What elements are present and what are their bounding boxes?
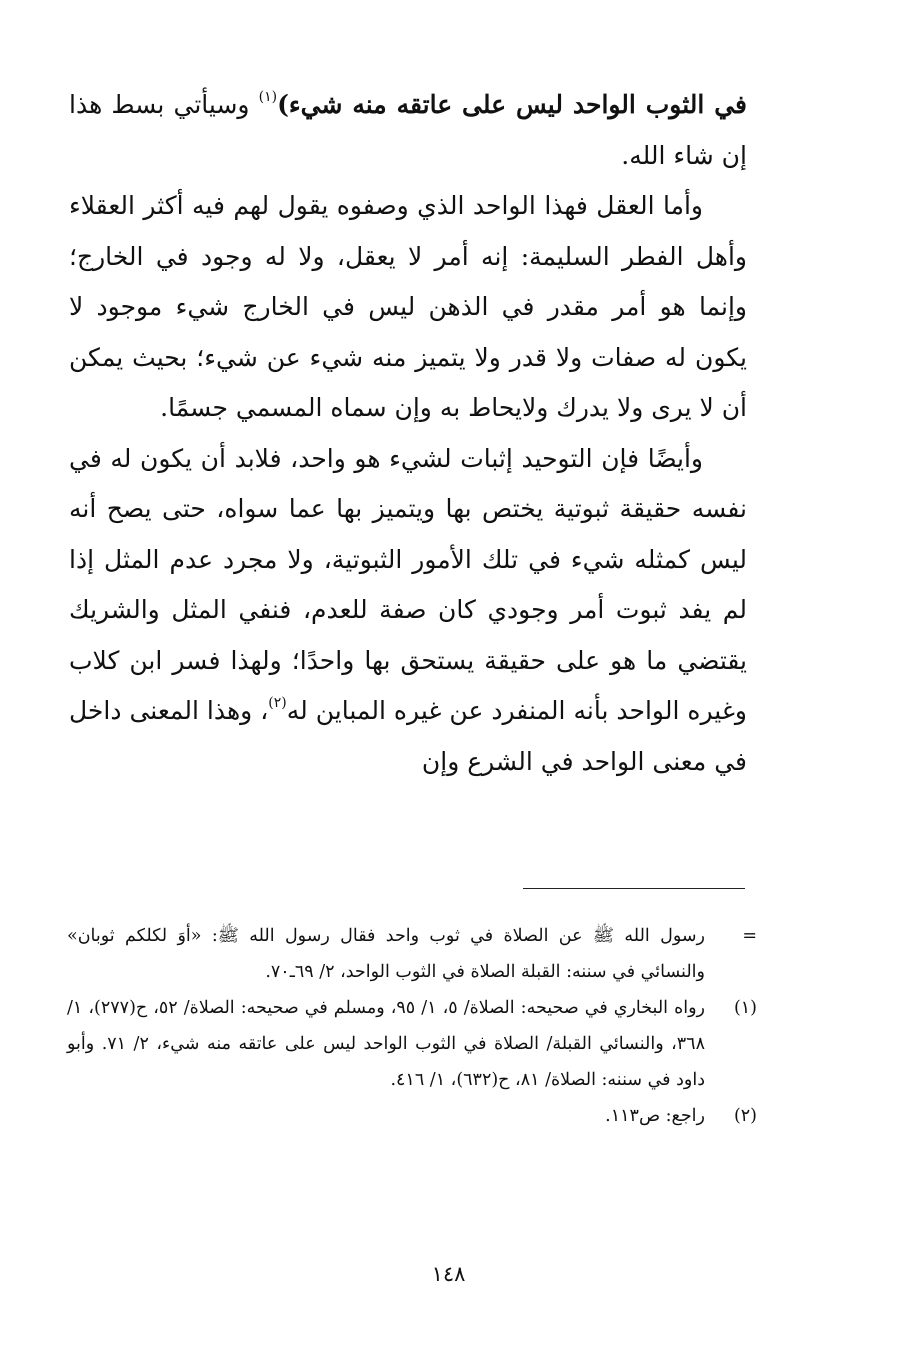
paragraph-2: وأما العقل فهذا الواحد الذي وصفوه يقول لهم فيه أكثر العقلاء وأهل الفطر السليمة: إنه أمر لا يعقل، ولا له وجود في الخارج؛ وإنما هو أمر مقدر في الذهن ليس في الخارج شيء موجود لا يكون له صفات ولا قدر ولا يتميز منه شيء عن شيء؛ بحيث يمكن أن لا يرى ولا يدرك ولايحاط به وإن سماه المسمي جسمًا. [69, 191, 747, 422]
paragraph-1 [69, 80, 747, 181]
footnote-continued [67, 918, 757, 990]
bold-quote: في الثوب الواحد ليس على عاتقه منه شيء) [277, 90, 747, 119]
footnote-continued-text: رسول الله ﷺ عن الصلاة في ثوب واحد فقال رسول الله ﷺ: «أوَ لكلكم ثوبان» والنسائي في سننه: القبلة الصلاة في الثوب الواحد، ٢/ ٦٩ـ٧٠. [67, 926, 705, 982]
continuation-mark: = [742, 926, 757, 946]
footnote-2 [67, 1098, 757, 1134]
footnote-2-mark: (٢) [733, 1106, 757, 1126]
footnote-ref-2: (٢) [268, 695, 287, 711]
page-number: ١٤٨ [431, 1262, 466, 1286]
footnotes [67, 918, 757, 1134]
paragraph-3 [69, 434, 747, 788]
footnote-2-text: راجع: ص١١٣. [605, 1106, 705, 1126]
footnote-1-text: رواه البخاري في صحيحه: الصلاة/ ٥، ١/ ٩٥، ومسلم في صحيحه: الصلاة/ ٥٢، ح(٢٧٧)، ١/ ٣٦٨، والنسائي القبلة/ الصلاة في الثوب الواحد ليس على عاتقه منه شيء، ٢/ ٧١. وأبو داود في سننه: الصلاة/ ٨١، ح(٦٣٢)، ١/ ٤١٦. [67, 998, 706, 1090]
footnote-1-mark: (١) [733, 998, 757, 1018]
footnote-divider [523, 888, 745, 889]
main-text [69, 80, 747, 787]
paragraph-3-text: وأيضًا فإن التوحيد إثبات لشيء هو واحد، فلابد أن يكون له في نفسه حقيقة ثبوتية يختص بها ويتميز بها عما سواه، حتى يصح أنه ليس كمثله شيء في تلك الأمور الثبوتية، ولا مجرد عدم المثل إذا لم يفد ثبوت أمر وجودي كان صفة للعدم، فنفي المثل والشريك يقتضي ما هو على حقيقة يستحق بها واحدًا؛ ولهذا فسر ابن كلاب وغيره الواحد بأنه المنفرد عن غيره المباين له [69, 443, 747, 725]
paragraph-1-rest: وسيأتي بسط هذا إن شاء الله. [69, 90, 747, 170]
paragraph-3-rest: ، وهذا المعنى داخل في معنى الواحد في الشرع وإن [69, 696, 747, 776]
footnote-1 [67, 990, 757, 1098]
footnote-ref-1: (١) [258, 89, 278, 105]
